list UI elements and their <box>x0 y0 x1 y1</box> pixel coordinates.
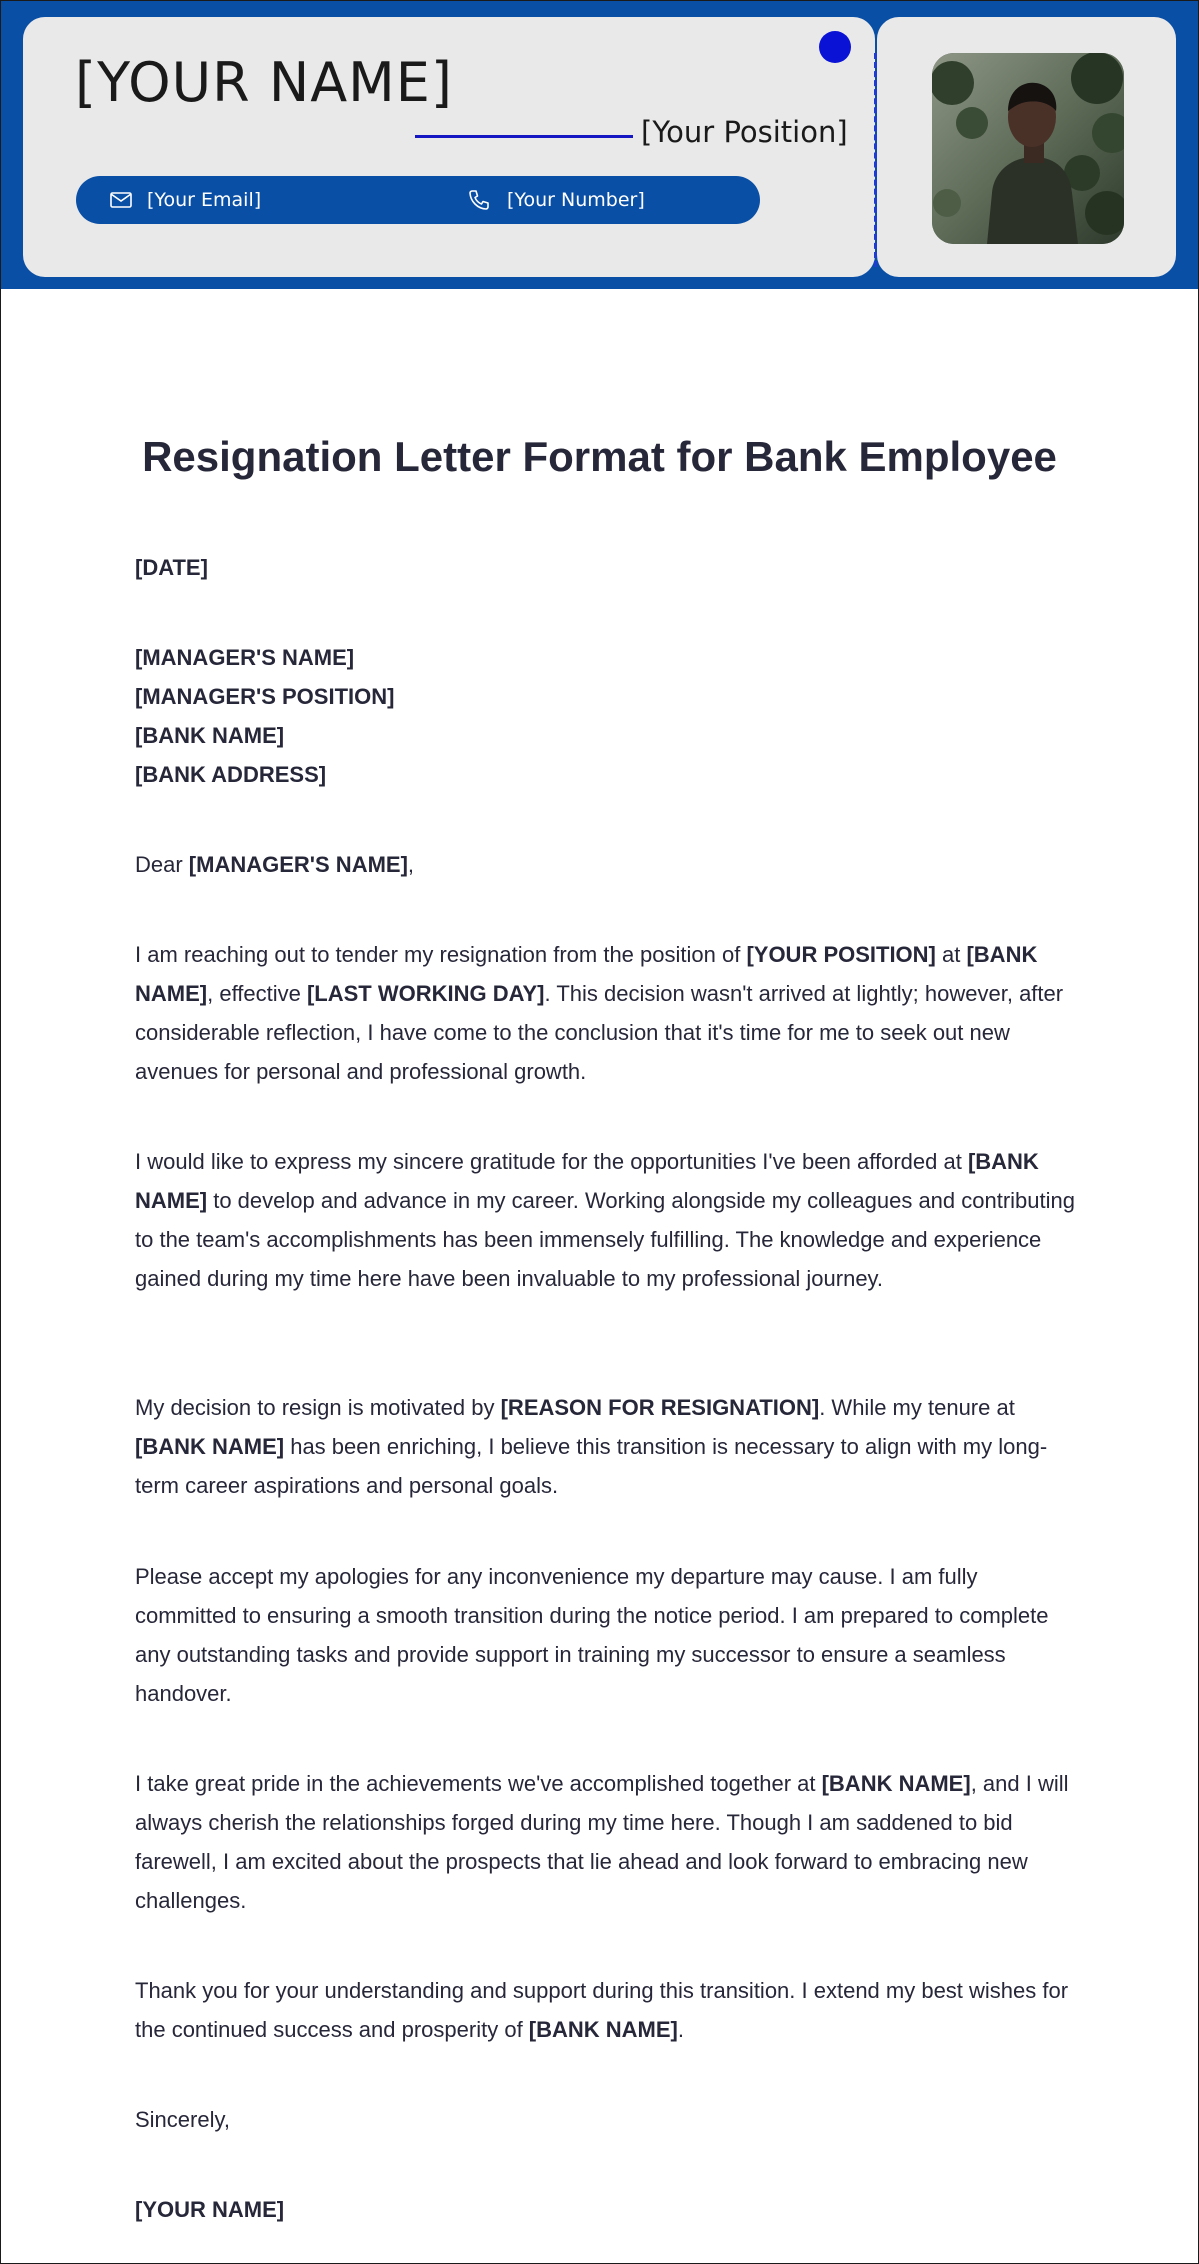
p2-text-1: I would like to express my sincere gratitude for the opportunities I've been afforded at <box>135 1149 968 1174</box>
p3-text-2: . While my tenure at <box>819 1395 1015 1420</box>
profile-photo <box>932 53 1124 244</box>
recipient-bank: [BANK NAME] <box>135 723 285 748</box>
p2-bold-1: [BANK NAME] <box>135 1149 1039 1213</box>
p3-text-3: has been enriching, I believe this transition is necessary to align with my long-term career aspirations and personal goals. <box>135 1434 1048 1498</box>
position-underline <box>415 135 633 138</box>
salutation <box>135 845 1075 884</box>
p6-text-1: Thank you for your understanding and support during this transition. I extend my best wishes for the continued success and prosperity of <box>135 1978 1069 2042</box>
p1-bold-2: [BANK NAME] <box>135 942 1038 1006</box>
closing: Sincerely, <box>135 2107 230 2132</box>
mail-icon <box>109 188 133 212</box>
paragraph-2 <box>135 1142 1075 1298</box>
paragraph-5 <box>135 1764 1075 1920</box>
p1-text-1: I am reaching out to tender my resignation from the position of <box>135 942 747 967</box>
contact-bar <box>76 176 760 224</box>
p6-text-2: . <box>677 2017 685 2042</box>
paragraph-6 <box>135 1971 1075 2049</box>
letter-date: [DATE] <box>135 555 208 580</box>
p1-bold-1: [YOUR POSITION] <box>746 942 936 967</box>
applicant-name: [YOUR NAME] <box>75 51 453 114</box>
salutation-name: [MANAGER'S NAME] <box>188 852 408 877</box>
name-card <box>23 17 875 277</box>
p5-text-1: I take great pride in the achievements we've accomplished together at <box>135 1771 822 1796</box>
paragraph-4: Please accept my apologies for any inconvenience my departure may cause. I am fully committed to ensuring a smooth transition during the notice period. I am prepared to complete any outstanding tasks and provide support in training my successor to ensure a seamless handover. <box>135 1564 1049 1706</box>
p6-bold-1: [BANK NAME] <box>528 2017 678 2042</box>
applicant-position: [Your Position] <box>641 115 848 149</box>
p3-bold-2: [BANK NAME] <box>135 1434 285 1459</box>
p5-text-2: , and I will always cherish the relationships forged during my time here. Though I am saddened to bid farewell, I am excited about the prospects that lie ahead and look forward to embracing new challenges. <box>135 1771 1069 1913</box>
p5-bold-1: [BANK NAME] <box>821 1771 971 1796</box>
p1-bold-3: [LAST WORKING DAY] <box>306 981 545 1006</box>
p2-text-2: to develop and advance in my career. Working alongside my colleagues and contributing to the team's accomplishments has been immensely fulfilling. The knowledge and experience gained during my time here have been invaluable to my professional journey. <box>135 1188 1076 1291</box>
p1-text-3: , effective <box>207 981 307 1006</box>
email-text[interactable]: [Your Email] <box>147 189 262 211</box>
letter-title: Resignation Letter Format for Bank Employee <box>142 433 1057 480</box>
p3-bold-1: [REASON FOR RESIGNATION] <box>500 1395 820 1420</box>
salutation-suffix: , <box>407 852 415 877</box>
p1-text-2: at <box>935 942 967 967</box>
recipient-block <box>135 638 1075 794</box>
header-band <box>1 1 1198 289</box>
paragraph-3 <box>135 1388 1075 1505</box>
recipient-address: [BANK ADDRESS] <box>135 762 327 787</box>
accent-dot <box>819 31 851 63</box>
p3-text-1: My decision to resign is motivated by <box>135 1395 501 1420</box>
recipient-position: [MANAGER'S POSITION] <box>135 684 395 709</box>
signature-name: [YOUR NAME] <box>135 2197 285 2222</box>
phone-number-text[interactable]: [Your Number] <box>507 189 645 211</box>
phone-icon <box>467 188 491 212</box>
recipient-name: [MANAGER'S NAME] <box>135 645 355 670</box>
photo-card <box>877 17 1176 277</box>
p1-text-4: . This decision wasn't arrived at lightly; however, after considerable reflection, I have come to the conclusion that it's time for me to seek out new avenues for personal and professional growth. <box>135 981 1064 1084</box>
salutation-prefix: Dear <box>135 852 189 877</box>
paragraph-1 <box>135 935 1075 1091</box>
